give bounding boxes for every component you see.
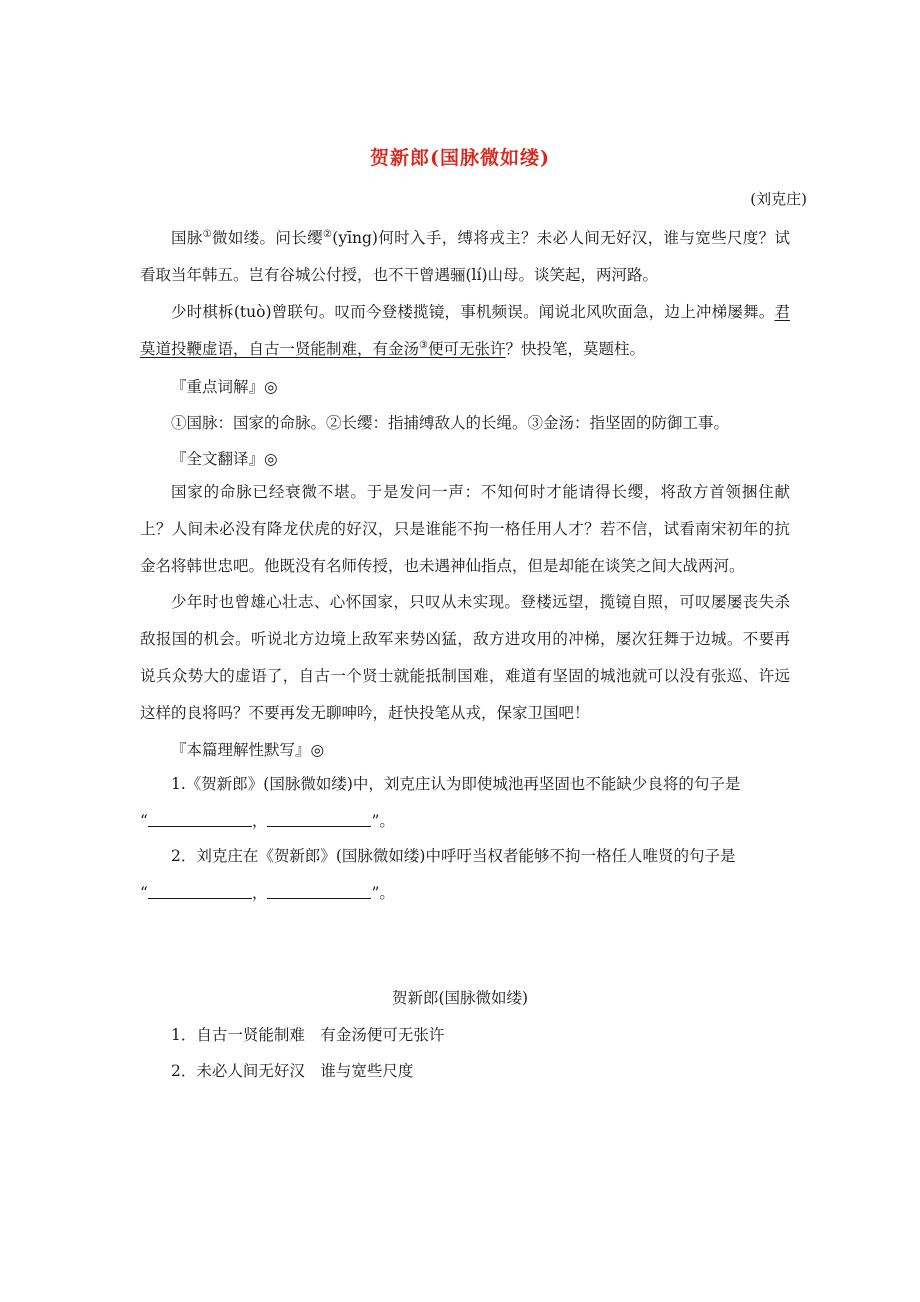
footnote-marker-3: ③ — [419, 340, 428, 351]
translation-paragraph-1: 国家的命脉已经衰微不堪。于是发问一声：不知何时才能请得长缨，将敌方首领捆住献上？人间未必没有降龙伏虎的好汉，只是谁能不拘一格任用人才？若不信，试看南宋初年的抗金名将韩世忠吧。他既没有名师传授，也未遇神仙指点，但是却能在谈笑之间大战两河。 — [140, 483, 790, 575]
footnote-marker-2: ② — [322, 229, 333, 240]
vocab-heading: 『重点词解』◎ — [171, 378, 278, 396]
vocab-text: ①国脉：国家的命脉。②长缨：指捕缚敌人的长绳。③金汤：指坚固的防御工事。 — [171, 414, 730, 432]
answers-title: 贺新郎(国脉微如缕) — [391, 989, 529, 1007]
question-1: 1.《贺新郎》(国脉微如缕)中，刘克庄认为即使城池再坚固也不能缺少良将的句子是 “ ， ”。 — [140, 775, 741, 830]
answer-blank[interactable] — [267, 812, 371, 827]
translation-heading: 『全文翻译』◎ — [171, 450, 278, 468]
translation-paragraph-2: 少年时也曾雄心壮志、心怀国家，只叹从未实现。登楼远望，揽镜自照，可叹屡屡丧失杀敌报国的机会。听说北方边境上敌军来势凶猛，敌方进攻用的冲梯，屡次狂舞于边城。不要再说兵众势大的虚语了，自古一个贤士就能抵制国难，难道有坚固的城池就可以没有张巡、许远这样的良将吗？不要再发无聊呻吟，赶快投笔从戎，保家卫国吧！ — [140, 593, 790, 722]
poem-stanza-1: 国脉①微如缕。问长缨②(yīng)何时入手，缚将戎主？未必人间无好汉，谁与宽些尺度？试看取当年韩五。岂有谷城公付授，也不干曾遇骊(lí)山母。谈笑起，两河路。 — [140, 229, 790, 284]
answer-2: 2．未必人间无好汉 谁与宽些尺度 — [171, 1062, 414, 1080]
answer-blank[interactable] — [148, 884, 252, 899]
footnote-marker-1: ① — [202, 229, 213, 240]
answer-blank[interactable] — [267, 884, 371, 899]
poem-author: (刘克庄) — [750, 190, 807, 208]
answer-blank[interactable] — [148, 812, 252, 827]
underlined-line: 君莫道投鞭虚语，自古一贤能制难，有金汤③便可无张许 — [140, 303, 790, 358]
exercise-heading: 『本篇理解性默写』◎ — [171, 741, 325, 759]
poem-title: 贺新郎(国脉微如缕) — [370, 147, 550, 169]
question-2: 2．刘克庄在《贺新郎》(国脉微如缕)中呼吁当权者能够不拘一格任人唯贤的句子是 “ ， ”。 — [140, 847, 736, 902]
poem-stanza-2: 少时棋柝(tuò)曾联句。叹而今登楼揽镜，事机频误。闻说北风吹面急，边上冲梯屡舞。君莫道投鞭虚语，自古一贤能制难，有金汤③便可无张许？快投笔，莫题柱。 — [140, 303, 790, 358]
answer-1: 1．自古一贤能制难 有金汤便可无张许 — [171, 1026, 445, 1044]
